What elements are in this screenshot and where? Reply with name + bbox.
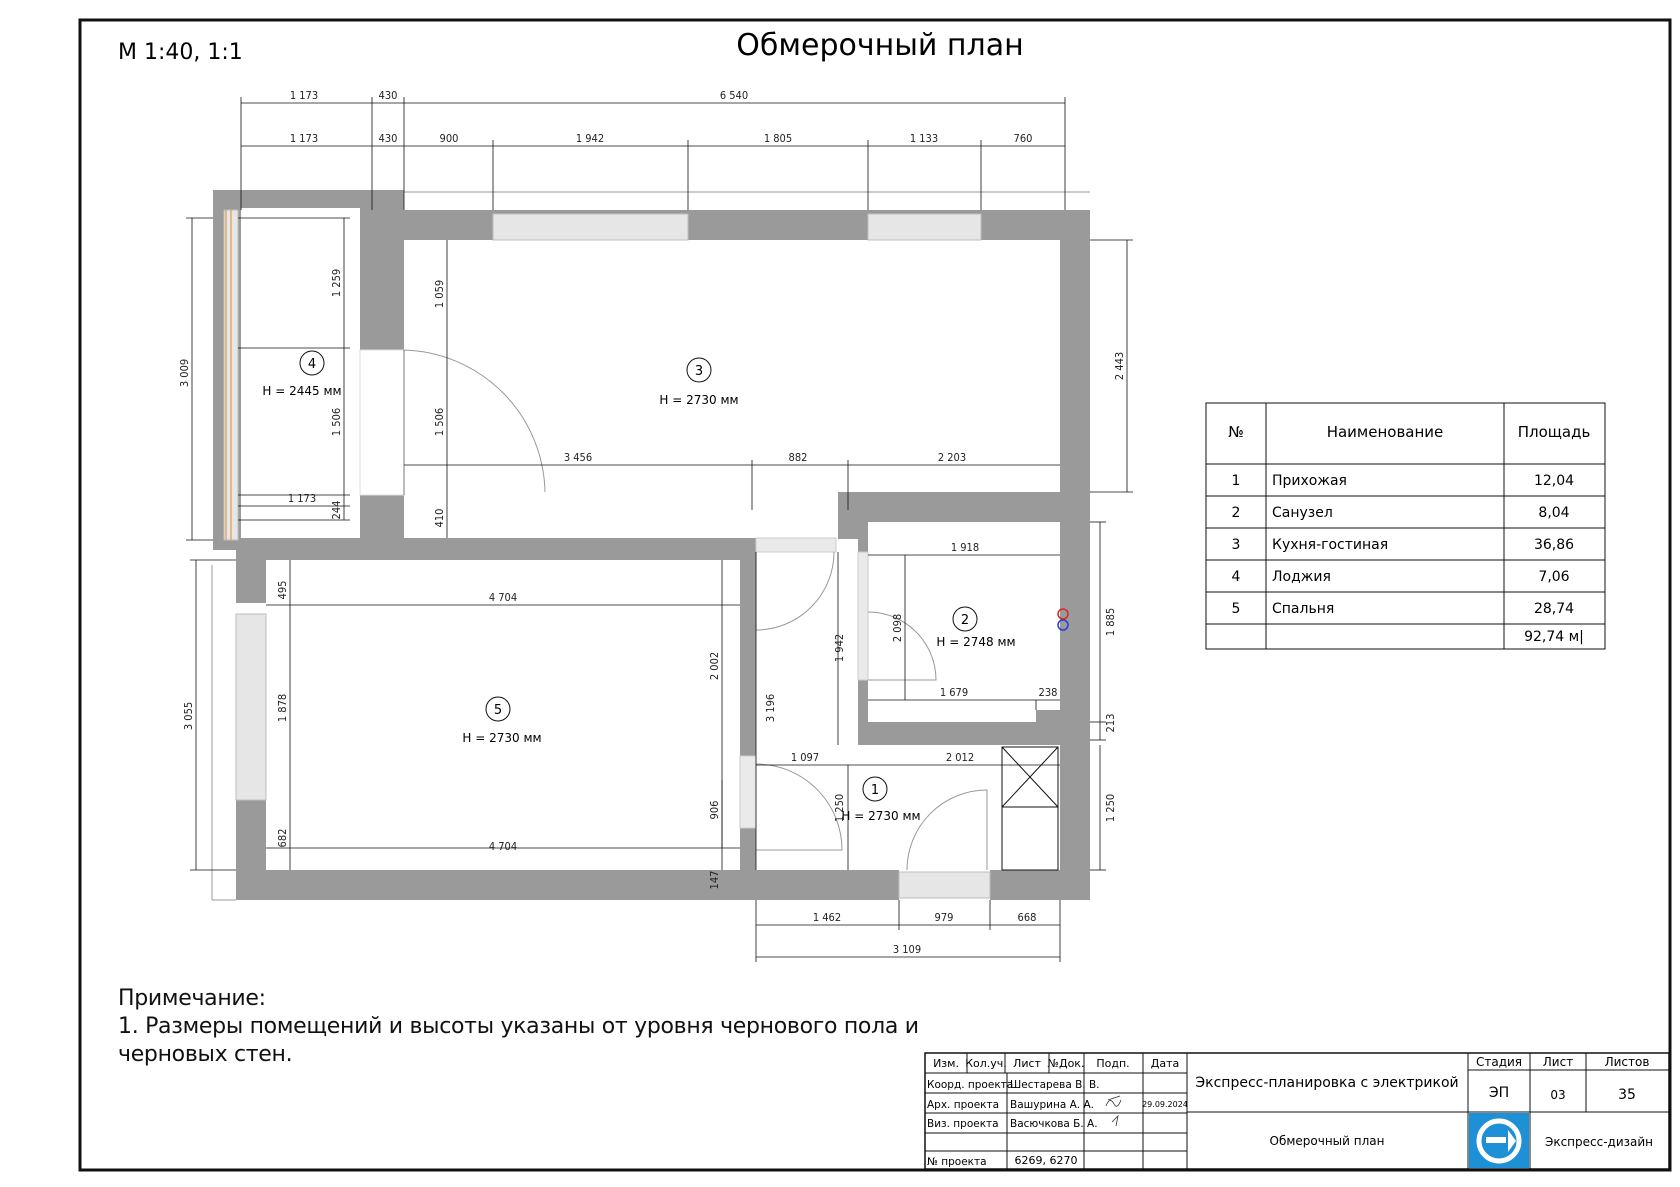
svg-text:979: 979: [934, 911, 954, 924]
room-marker-2: [936, 607, 1015, 649]
company-name: Экспресс-дизайн: [1544, 1135, 1654, 1149]
doors: [360, 350, 987, 870]
svg-text:1 805: 1 805: [763, 132, 793, 145]
sheet-title: Обмерочный план: [1269, 1134, 1385, 1148]
svg-text:1 885: 1 885: [1104, 607, 1117, 637]
vent-shaft: [1002, 747, 1058, 870]
table-cell: 4: [1231, 569, 1241, 585]
svg-text:430: 430: [378, 132, 398, 145]
date-value: 29.09.2024: [1142, 1100, 1188, 1109]
person-name: Васючкова Б. А.: [1010, 1118, 1098, 1130]
col-header: Лист: [1013, 1057, 1041, 1070]
svg-text:668: 668: [1017, 911, 1037, 924]
table-header: Площадь: [1517, 423, 1591, 441]
svg-text:1 097: 1 097: [790, 751, 820, 764]
table-cell: 36,86: [1533, 537, 1575, 553]
table-header: №: [1228, 423, 1244, 441]
svg-text:2 443: 2 443: [1113, 351, 1126, 381]
table-total: 92,74 м|: [1524, 629, 1584, 645]
svg-text:1 173: 1 173: [289, 132, 319, 145]
table-header: Наименование: [1326, 423, 1444, 441]
svg-text:882: 882: [788, 451, 808, 464]
stage-value: ЭП: [1488, 1085, 1510, 1101]
svg-text:3 055: 3 055: [182, 701, 195, 731]
room-marker-4: [262, 351, 341, 398]
svg-text:410: 410: [433, 508, 446, 528]
signature-mark: [1112, 1116, 1118, 1126]
svg-text:1 918: 1 918: [950, 541, 980, 554]
svg-text:H = 2445 мм: H = 2445 мм: [262, 384, 342, 398]
person-name: Шестарева В. В.: [1010, 1079, 1100, 1091]
notes-line: черновых стен.: [118, 1042, 293, 1067]
svg-text:2 012: 2 012: [945, 751, 975, 764]
col-header: Кол.уч.: [965, 1057, 1007, 1070]
svg-text:147: 147: [708, 870, 721, 890]
svg-text:6 540: 6 540: [719, 89, 749, 102]
svg-text:H = 2748 мм: H = 2748 мм: [936, 635, 1016, 649]
svg-text:430: 430: [378, 89, 398, 102]
svg-text:3 196: 3 196: [764, 693, 777, 723]
table-cell: 28,74: [1533, 601, 1575, 617]
room-marker-5: [462, 697, 541, 745]
svg-text:682: 682: [276, 828, 289, 848]
col-header: №Док.: [1047, 1057, 1085, 1070]
table-cell: 5: [1231, 601, 1241, 617]
svg-text:1 173: 1 173: [287, 492, 317, 505]
svg-text:4 704: 4 704: [488, 591, 518, 604]
col-header: Дата: [1150, 1057, 1180, 1070]
scale-label: М 1:40, 1:1: [118, 40, 243, 65]
table-cell: 2: [1231, 505, 1241, 521]
room-marker-1: [841, 777, 920, 823]
sheet-label: Лист: [1542, 1055, 1574, 1069]
svg-text:4 704: 4 704: [488, 840, 518, 853]
project-title: Экспресс-планировка с электрикой: [1195, 1075, 1459, 1091]
table-cell: 3: [1231, 537, 1241, 553]
svg-text:900: 900: [439, 132, 459, 145]
svg-text:4: 4: [307, 357, 317, 372]
svg-text:H = 2730 мм: H = 2730 мм: [462, 731, 542, 745]
svg-text:1 679: 1 679: [939, 686, 969, 699]
svg-text:1 259: 1 259: [330, 268, 343, 298]
svg-text:906: 906: [708, 800, 721, 820]
table-cell: Кухня-гостиная: [1272, 537, 1389, 553]
stage-label: Стадия: [1475, 1055, 1523, 1069]
svg-text:1 506: 1 506: [330, 407, 343, 437]
svg-text:495: 495: [276, 580, 289, 600]
svg-text:238: 238: [1038, 686, 1058, 699]
col-header: Изм.: [933, 1057, 959, 1070]
company-logo-icon: [1469, 1113, 1529, 1168]
sheet-value: 03: [1550, 1088, 1566, 1102]
table-cell: Спальня: [1272, 601, 1335, 617]
table-cell: 7,06: [1538, 569, 1570, 585]
table-cell: 8,04: [1538, 505, 1570, 521]
svg-text:1 173: 1 173: [289, 89, 319, 102]
table-cell: Лоджия: [1272, 569, 1331, 585]
svg-text:2 098: 2 098: [891, 613, 904, 643]
svg-text:213: 213: [1104, 713, 1117, 733]
table-cell: 12,04: [1533, 473, 1575, 489]
svg-text:5: 5: [493, 703, 503, 718]
svg-text:1 250: 1 250: [833, 793, 846, 823]
svg-text:1 059: 1 059: [433, 279, 446, 309]
svg-text:1 506: 1 506: [433, 407, 446, 437]
svg-text:3 009: 3 009: [178, 358, 191, 388]
role-label: Виз. проекта: [927, 1118, 999, 1130]
sheets-value: 35: [1618, 1087, 1636, 1103]
table-cell: Прихожая: [1272, 473, 1347, 489]
svg-text:1 878: 1 878: [276, 693, 289, 723]
svg-text:2: 2: [960, 613, 970, 628]
notes: [118, 985, 919, 1069]
svg-text:H = 2730 мм: H = 2730 мм: [659, 393, 739, 407]
role-label: Арх. проекта: [927, 1099, 1000, 1111]
svg-text:1 462: 1 462: [812, 911, 842, 924]
col-header: Подп.: [1096, 1057, 1130, 1070]
svg-text:2 203: 2 203: [937, 451, 967, 464]
room-marker-3: [659, 358, 738, 407]
page-title: Обмерочный план: [736, 28, 1024, 63]
svg-text:1 942: 1 942: [575, 132, 605, 145]
svg-text:1 942: 1 942: [833, 633, 846, 663]
notes-line: 1. Размеры помещений и высоты указаны от уровня чернового пола и: [118, 1014, 919, 1039]
table-cell: 1: [1231, 473, 1241, 489]
signature-mark: [1106, 1096, 1121, 1106]
notes-heading: Примечание:: [118, 986, 266, 1011]
title-block: [925, 1053, 1669, 1169]
person-name: Вашурина А. А.: [1010, 1099, 1094, 1111]
svg-text:760: 760: [1013, 132, 1033, 145]
svg-text:H = 2730 мм: H = 2730 мм: [841, 809, 921, 823]
svg-text:1 133: 1 133: [909, 132, 939, 145]
project-no-label: № проекта: [927, 1156, 987, 1168]
door-swing-arc: [404, 350, 545, 492]
svg-text:244: 244: [330, 500, 343, 520]
svg-text:2 002: 2 002: [708, 651, 721, 681]
svg-text:3: 3: [694, 364, 704, 379]
svg-text:1: 1: [870, 783, 880, 798]
svg-text:3 109: 3 109: [892, 943, 922, 956]
area-table: [1206, 403, 1605, 649]
svg-text:3 456: 3 456: [563, 451, 593, 464]
table-cell: Санузел: [1272, 505, 1333, 521]
sheets-label: Листов: [1604, 1055, 1650, 1069]
project-no: 6269, 6270: [1014, 1154, 1078, 1167]
role-label: Коорд. проекта: [927, 1079, 1014, 1091]
svg-text:1 250: 1 250: [1104, 793, 1117, 823]
